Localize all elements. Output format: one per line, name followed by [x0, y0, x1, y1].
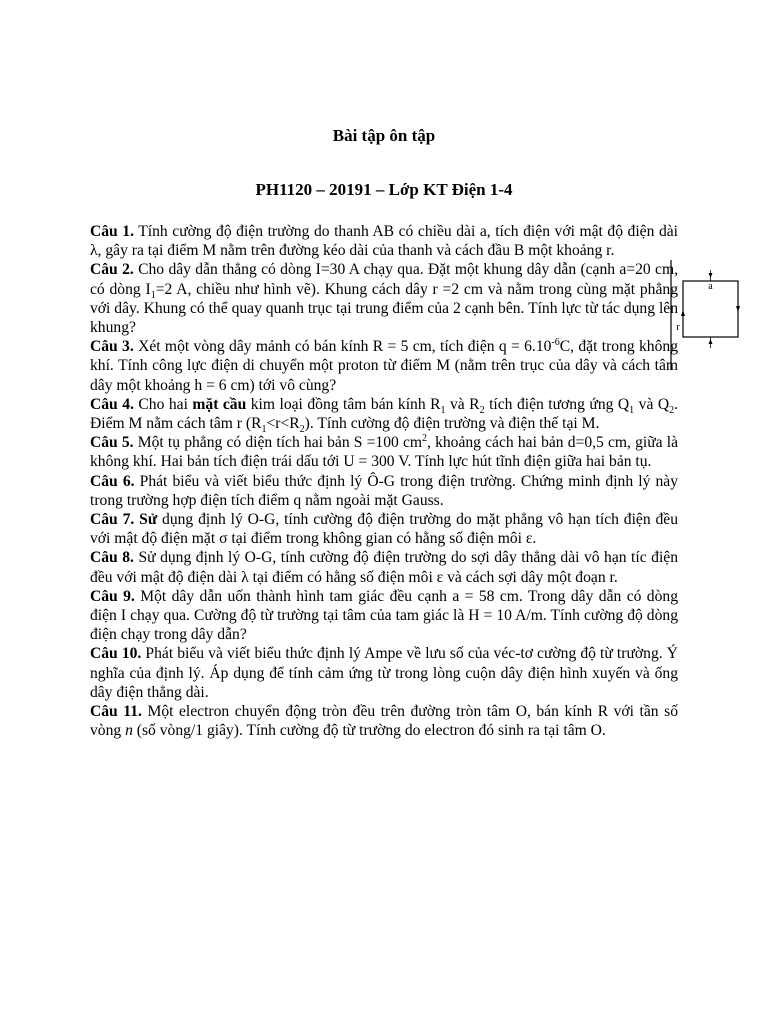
question-text: và R: [445, 395, 480, 413]
question-5: [90, 433, 678, 471]
question-8: [90, 548, 678, 586]
question-text: Xét một vòng dây mảnh có bán kính R = 5 cm, tích điện q = 6.10: [138, 338, 552, 356]
question-text: , khoảng cách hai bản d=0,5 cm, giữa là không khí. Hai bản tích điện trái dấu tới U = 300 V. Tính lực hút tĩnh điện giữa hai bản tụ.: [90, 434, 679, 471]
question-10: [90, 644, 678, 702]
question-1: [90, 222, 678, 260]
question-text: Phát biểu và viết biểu thức định lý Ampe về lưu số của véc-tơ cường độ từ trường. Ý nghĩa của định lý. Áp dụng để tính cảm ứng từ trong lòng cuộn dây điện hình xuyến và ống dây điện thẳng dài.: [90, 645, 678, 701]
question-label: Câu 7.: [90, 511, 135, 529]
subscript: 1: [150, 289, 156, 301]
question-list: [90, 222, 678, 740]
document-subtitle: PH1120 – 20191 – Lớp KT Điện 1-4: [255, 180, 513, 199]
subscript: 1: [261, 424, 267, 436]
axis-arrow-top-icon: [709, 273, 713, 278]
question-text: Một tụ phẳng có diện tích hai bản S =100 cm: [137, 434, 423, 452]
question-text: Cho hai: [138, 395, 193, 413]
question-label: Câu 3.: [90, 338, 134, 356]
question-text: =2 A, chiều như hình vẽ). Khung cách dây r =2 cm và nằm trong cùng mặt phẳng với dây. Khung có thể quay quanh trục tại trung điểm của 2 cạnh bên. Tính lực từ tác dụng lên khung?: [90, 280, 678, 337]
subscript: 2: [479, 404, 485, 416]
question-3: [90, 337, 678, 395]
current-arrow-right-icon: [736, 306, 740, 312]
subscript: 2: [299, 424, 305, 436]
question-text: ). Tính cường độ điện trường và điện thế tại M.: [304, 415, 600, 433]
question-text: . Điểm M nằm cách tâm r (R: [90, 395, 679, 433]
superscript: -6: [551, 337, 560, 349]
question-text: dụng định lý O-G, tính cường độ điện trường do mặt phẳng vô hạn tích điện đều với mật độ điện mặt σ tại điểm trong không gian có hằng số điện môi ε.: [90, 511, 678, 548]
subscript: 1: [629, 404, 635, 416]
bold-text: mặt cầu: [192, 395, 247, 413]
subscript: 1: [440, 404, 446, 416]
question-label: Câu 8.: [90, 549, 134, 567]
question-label: Câu 10.: [90, 645, 142, 663]
question-label: Câu 6.: [90, 472, 135, 490]
question-text: Phát biểu và viết biểu thức định lý Ô-G trong điện trường. Chứng minh định lý này trong trường hợp điện tích điểm q nằm ngoài mặt Gauss.: [90, 472, 678, 509]
label-r: r: [676, 322, 680, 333]
question-2: [90, 260, 678, 337]
question-11: [90, 702, 678, 740]
label-a: a: [708, 281, 713, 292]
question-7: [90, 510, 678, 548]
question-text: kim loại đồng tâm bán kính R: [246, 395, 441, 413]
bold-text: Sử: [139, 511, 158, 529]
question-6: [90, 472, 678, 510]
question-text: và Q: [634, 395, 670, 413]
question-label: Câu 4.: [90, 395, 134, 413]
question-text: (số vòng/1 giây). Tính cường độ từ trường do electron đó sinh ra tại tâm O.: [132, 722, 606, 740]
superscript: 2: [422, 433, 428, 445]
question-text: <r<R: [266, 415, 300, 433]
question-label: Câu 2.: [90, 261, 134, 279]
question-text: Cho dây dẫn thẳng có dòng I=30 A chạy qua. Đặt một khung dây dẫn (cạnh a=20 cm, có dòng I: [90, 261, 678, 298]
question-label: Câu 5.: [90, 434, 134, 452]
subscript: 2: [669, 404, 675, 416]
axis-arrow-bottom-icon: [709, 339, 713, 344]
document-title: Bài tập ôn tập: [332, 126, 436, 145]
wire-loop-figure: [666, 258, 746, 370]
question-9: [90, 587, 678, 645]
question-label: Câu 9.: [90, 587, 135, 605]
question-text: Tính cường độ điện trường do thanh AB có chiều dài a, tích điện với mật độ điện dài λ, gây ra tại điểm M nằm trên đường kéo dài của thanh và cách đầu B một khoảng r.: [90, 223, 678, 260]
question-text: Sử dụng định lý O-G, tính cường độ điện trường do sợi dây thẳng dài vô hạn tíc điện đều với mật độ điện dài λ tại điểm có hằng số điện môi ε và cách sợi dây một đoạn r.: [90, 549, 678, 586]
question-label: Câu 1.: [90, 223, 134, 240]
italic-text: n: [125, 722, 133, 740]
question-text: tích điện tương ứng Q: [484, 395, 630, 413]
question-label: Câu 11.: [90, 703, 142, 721]
question-text: Một electron chuyển động tròn đều trên đường tròn tâm O, bán kính R với tần số vòng: [90, 703, 678, 740]
question-text: C, đặt trong không khí. Tính công lực điện di chuyển một proton từ điểm M (nằm trên trục của dây và cách tâm dây một khoảng h = 6 cm) tới vô cùng?: [90, 338, 678, 394]
question-text: Một dây dẫn uốn thành hình tam giác đều cạnh a = 58 cm. Trong dây dẫn có dòng điện I chạy qua. Cường độ từ trường tại tâm của tam giác là H = 10 A/m. Tính cường độ dòng điện chạy trong dây dẫn?: [90, 587, 678, 644]
question-4: [90, 395, 679, 436]
current-arrow-left-icon: [681, 310, 685, 316]
